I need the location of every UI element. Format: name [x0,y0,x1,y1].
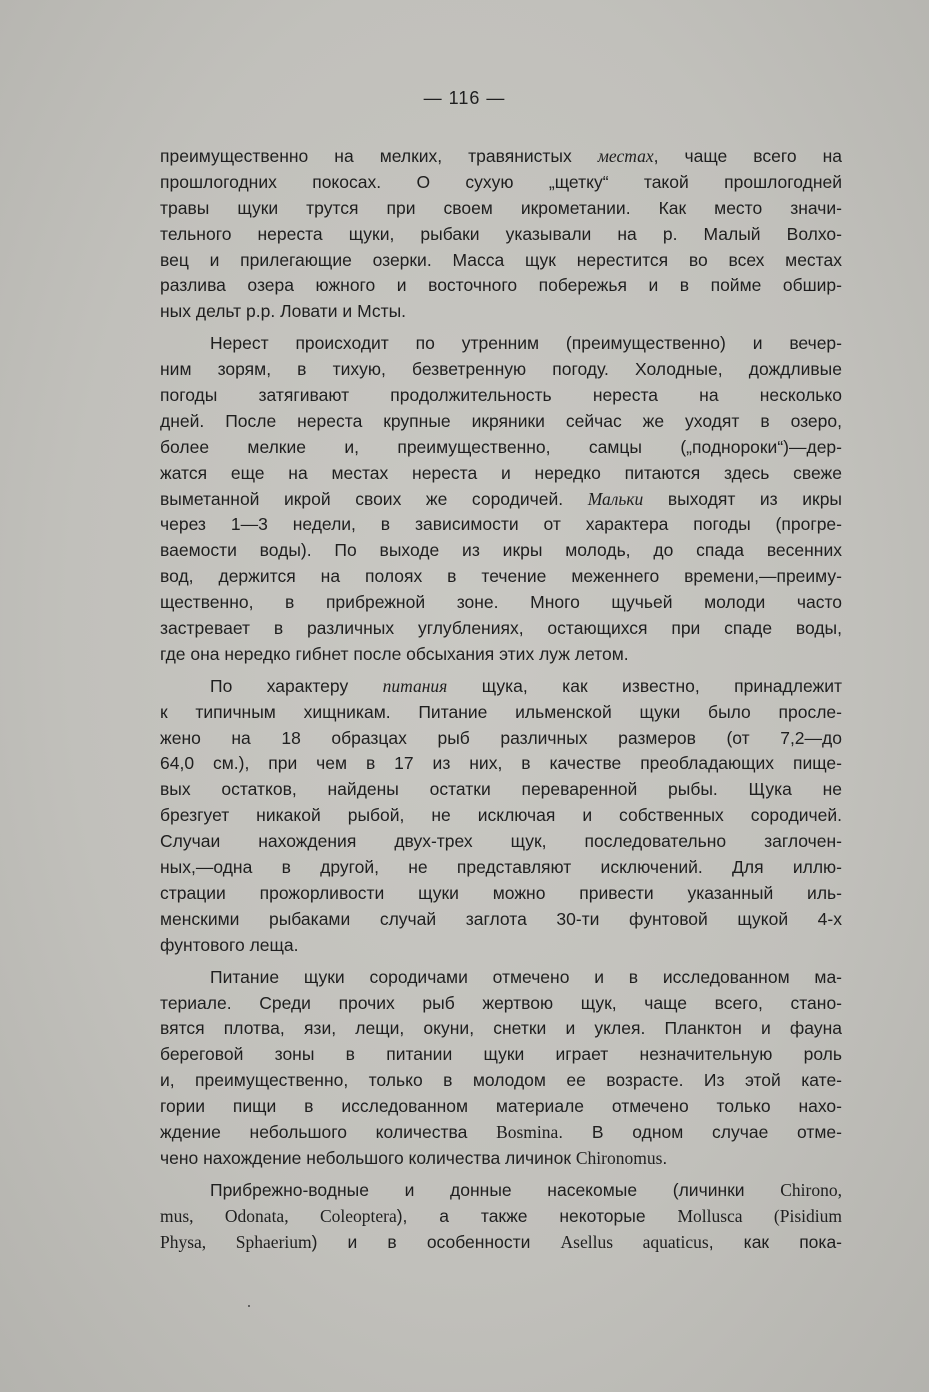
text-segment: ных дельт р.р. Ловати и Мсты. [160,301,407,322]
paragraph [160,965,842,1172]
text-line [160,196,842,222]
text-segment: береговой зоны в питании щуки играет незначительную роль [160,1044,842,1065]
page-number: — 116 — [423,88,506,108]
text-line [160,642,842,668]
print-speck [248,1305,250,1307]
text-segment: страции прожорливости щуки можно привести указанный иль- [160,882,842,903]
text-line [160,538,842,564]
text-line [160,1146,842,1172]
text-segment: травы щуки трутся при своем икрометании. Как место значи- [160,197,842,218]
latin-taxon: Bosmina [496,1121,559,1142]
text-segment: погоды затягивают продолжительность нереста на несколько [160,385,842,406]
text-segment: менскими рыбаками случай заглота 30-ти фунтовой щукой 4-х [160,908,842,929]
text-line [160,1120,842,1146]
text-line [160,881,842,907]
text-segment: жено на 18 образцах рыб различных размеров (от 7,2—до [160,727,842,748]
text-segment: выметанной икрой своих же сородичей. [160,488,588,509]
text-line [160,564,842,590]
text-segment: чено нахождение небольшого количества личинок [160,1147,576,1168]
text-segment: ных,—одна в другой, не представляют исключений. Для иллю- [160,857,842,878]
italic-term: местах [597,146,654,166]
text-line [160,803,842,829]
text-line [160,777,842,803]
text-segment: преимущественно на мелких, травянистых [160,146,598,166]
text-segment: ), а также некоторые [396,1205,678,1226]
text-segment: Нерест происходит по утренним (преимущественно) и вечер- [210,333,842,354]
text-segment: Случаи нахождения двух-трех щук, последовательно заглочен- [160,831,842,852]
latin-taxon: mus, Odonata, Coleoptera [160,1205,397,1226]
latin-taxon: Asellus aquaticus [560,1231,709,1252]
text-line [160,222,842,248]
latin-taxon: Chironomus [575,1147,663,1168]
text-segment: прошлогодних покосах. О сухую „щетку“ такой прошлогодней [160,171,842,192]
text-segment: , как пока- [708,1231,843,1252]
text-segment: териале. Среди прочих рыб жертвою щук, чаще всего, стано- [160,992,842,1013]
paragraph [160,331,842,668]
text-line [160,1230,842,1256]
text-line [160,907,842,933]
text-segment: фунтового леща. [160,934,299,955]
text-segment: ним зорям, в тихую, безветренную погоду. Холодные, дождливые [160,359,842,380]
paragraph [160,1178,842,1256]
text-segment: Питание щуки сородичами отмечено и в исследованном ма- [210,966,842,987]
italic-term: Мальки [587,488,644,509]
latin-taxon: Chirono, [780,1179,842,1200]
text-segment: застревает в различных углублениях, остающихся при спаде воды, [160,618,842,639]
text-line [160,829,842,855]
text-segment: жатся еще на местах нереста и нередко питаются здесь свеже [160,462,842,483]
body-text [160,144,842,1255]
text-segment: Прибрежно-водные и донные насекомые (личинки [210,1179,781,1200]
text-line [160,248,842,274]
italic-term: питания [382,675,448,696]
text-line [160,855,842,881]
text-segment: . [662,1147,668,1168]
text-segment: , чаще всего на [653,146,842,166]
text-line [160,512,842,538]
text-segment: щественно, в прибрежной зоне. Много щучьей молоди часто [160,592,842,613]
paragraph [160,144,842,325]
text-line [160,726,842,752]
text-line [160,965,842,991]
text-segment: тельного нереста щуки, рыбаки указывали на р. Малый Волхо- [160,223,842,244]
text-segment: вод, держится на полоях в течение меженнего времени,—преиму- [160,566,842,587]
text-segment: щука, как известно, принадлежит [447,675,842,696]
text-line [160,170,842,196]
text-line [160,299,842,325]
text-line [160,933,842,959]
text-line [160,700,842,726]
text-line [160,616,842,642]
text-segment: более мелкие и, преимущественно, самцы („поднороки“)—дер- [160,436,842,457]
text-segment: . В одном случае отме- [558,1121,842,1142]
text-line [160,1016,842,1042]
text-segment: По характеру [210,675,383,696]
paragraph [160,674,842,959]
latin-taxon: Mollusca (Pisidium [677,1205,843,1226]
text-line [160,273,842,299]
text-line [160,1042,842,1068]
text-segment: выходят из икры [643,488,842,509]
text-line [160,991,842,1017]
text-segment: вятся плотва, язи, лещи, окуни, снетки и уклея. Планктон и фауна [160,1018,842,1039]
text-segment: где она нередко гибнет после обсыхания этих луж летом. [160,643,629,664]
text-line [160,1204,842,1230]
text-segment: через 1—3 недели, в зависимости от характера погоды (прогре- [160,514,842,535]
text-segment: дней. После нереста крупные икряники сейчас же уходят в озеро, [160,410,842,431]
text-line [160,357,842,383]
text-segment: ждение небольшого количества [160,1121,497,1142]
text-line [160,435,842,461]
text-segment: 64,0 см.), при чем в 17 из них, в качестве преобладающих пище- [160,753,842,774]
text-line [160,590,842,616]
latin-taxon: Physa, Sphaerium [160,1231,312,1252]
text-line [160,1068,842,1094]
text-line [160,409,842,435]
text-line [160,331,842,357]
text-line [160,487,842,513]
text-line [160,1094,842,1120]
text-line [160,1178,842,1204]
text-segment: ) и в особенности [311,1231,561,1252]
text-line [160,461,842,487]
text-segment: вец и прилегающие озерки. Масса щук нерестится во всех местах [160,249,842,270]
text-line [160,674,842,700]
text-segment: брезгует никакой рыбой, не исключая и собственных сородичей. [160,805,842,826]
text-line [160,751,842,777]
text-segment: разлива озера южного и восточного побережья и в пойме обшир- [160,275,842,296]
text-line [160,144,842,170]
text-segment: ваемости воды). По выходе из икры молодь, до спада весенних [160,540,842,561]
text-segment: гории пищи в исследованном материале отмечено только нахо- [160,1096,842,1117]
text-segment: и, преимущественно, только в молодом ее возрасте. Из этой кате- [160,1070,842,1091]
text-segment: к типичным хищникам. Питание ильменской щуки было просле- [160,701,842,722]
text-segment: вых остатков, найдены остатки переваренной рыбы. Щука не [160,779,842,800]
text-line [160,383,842,409]
